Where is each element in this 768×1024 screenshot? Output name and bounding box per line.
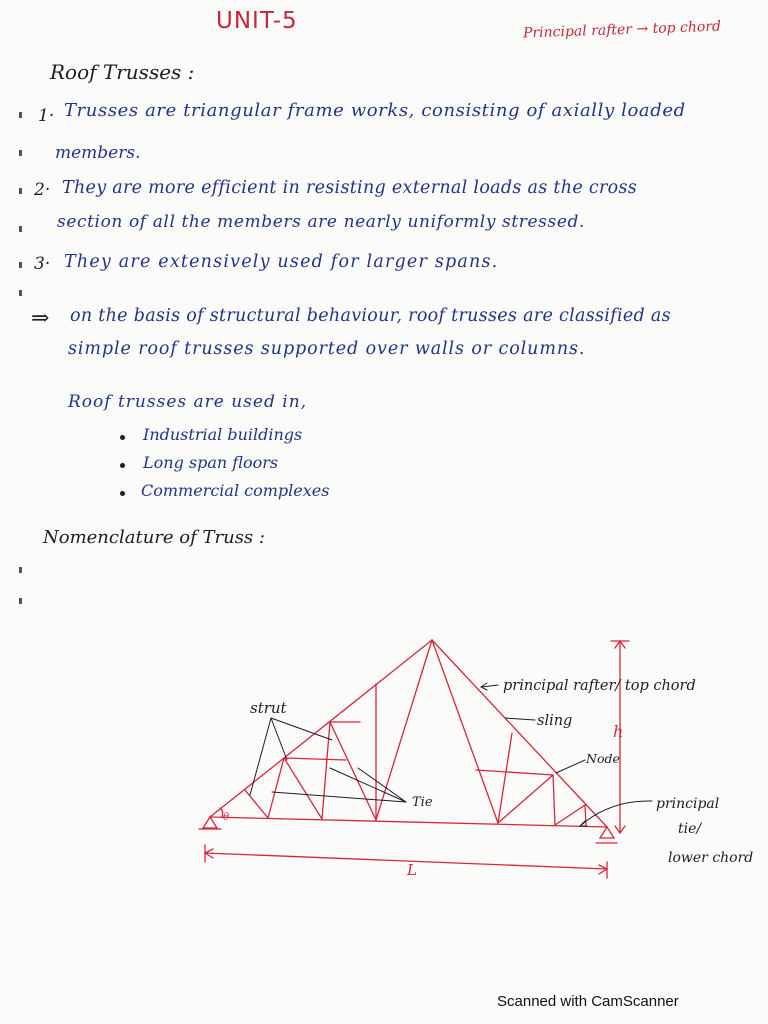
strut-label: strut [250, 699, 287, 717]
right-principal-rafter [432, 640, 607, 827]
web-member [284, 758, 322, 819]
point-line: They are more efficient in resisting external loads as the cross [62, 178, 638, 198]
point-line: They are extensively used for larger spans. [64, 252, 499, 272]
span-label: L [407, 861, 417, 879]
strut-member [284, 758, 346, 760]
uses-intro: Roof trusses are used in, [68, 392, 308, 412]
point-number: 2· [34, 180, 51, 200]
sling-leader [505, 718, 535, 720]
corner-note: Principal rafter → top chord [522, 18, 722, 42]
web-member [498, 733, 512, 823]
tie-label: Tie [412, 795, 433, 810]
classification-line: simple roof trusses supported over walls or columns. [68, 339, 586, 359]
bottom-tie [210, 817, 607, 827]
principal-tie-label: principal [656, 796, 720, 812]
angle-label: θ [223, 812, 230, 823]
principal-tie-label: tie/ [678, 821, 702, 837]
scanner-watermark: Scanned with CamScanner [497, 993, 679, 1010]
principal-rafter-label: principal rafter/ top chord [503, 678, 696, 694]
classification-line: on the basis of structural behaviour, roof trusses are classified as [70, 306, 671, 326]
point-line: members. [55, 143, 141, 163]
web-member [376, 640, 432, 820]
unit-title: UNIT-5 [216, 8, 298, 34]
web-member [432, 640, 498, 823]
web-member [585, 805, 586, 826]
span-dimension-line [205, 853, 607, 869]
web-member [245, 790, 268, 818]
node-label: Node [586, 751, 620, 766]
strut-leader [271, 718, 332, 740]
strut-leader [271, 718, 287, 760]
point-line: Trusses are triangular frame works, consisting of axially loaded [64, 100, 686, 121]
uses-item: Long span floors [143, 453, 279, 472]
uses-item: Industrial buildings [143, 425, 303, 444]
web-member [268, 758, 284, 818]
web-member [555, 805, 585, 825]
section-heading: Roof Trusses : [50, 60, 195, 84]
roller-support [600, 827, 614, 838]
uses-item: Commercial complexes [141, 481, 330, 500]
web-member [553, 775, 555, 825]
implication-arrow: ⇒ [31, 306, 50, 331]
left-principal-rafter [210, 640, 432, 817]
point-number: 1· [38, 106, 55, 126]
truss-members [199, 640, 629, 878]
principal-tie-leader [580, 801, 652, 826]
strut-leader [250, 718, 271, 795]
nomenclature-heading: Nomenclature of Truss : [43, 527, 265, 548]
height-label: h [613, 722, 624, 741]
node-leader [556, 760, 585, 773]
web-member [498, 775, 553, 823]
span-arrowhead [599, 865, 607, 874]
principal-tie-label: lower chord [668, 850, 754, 866]
web-member [476, 770, 553, 775]
sling-label: sling [537, 713, 573, 729]
pin-support [203, 817, 217, 828]
point-line: section of all the members are nearly uniformly stressed. [57, 212, 585, 232]
point-number: 3· [34, 254, 51, 274]
